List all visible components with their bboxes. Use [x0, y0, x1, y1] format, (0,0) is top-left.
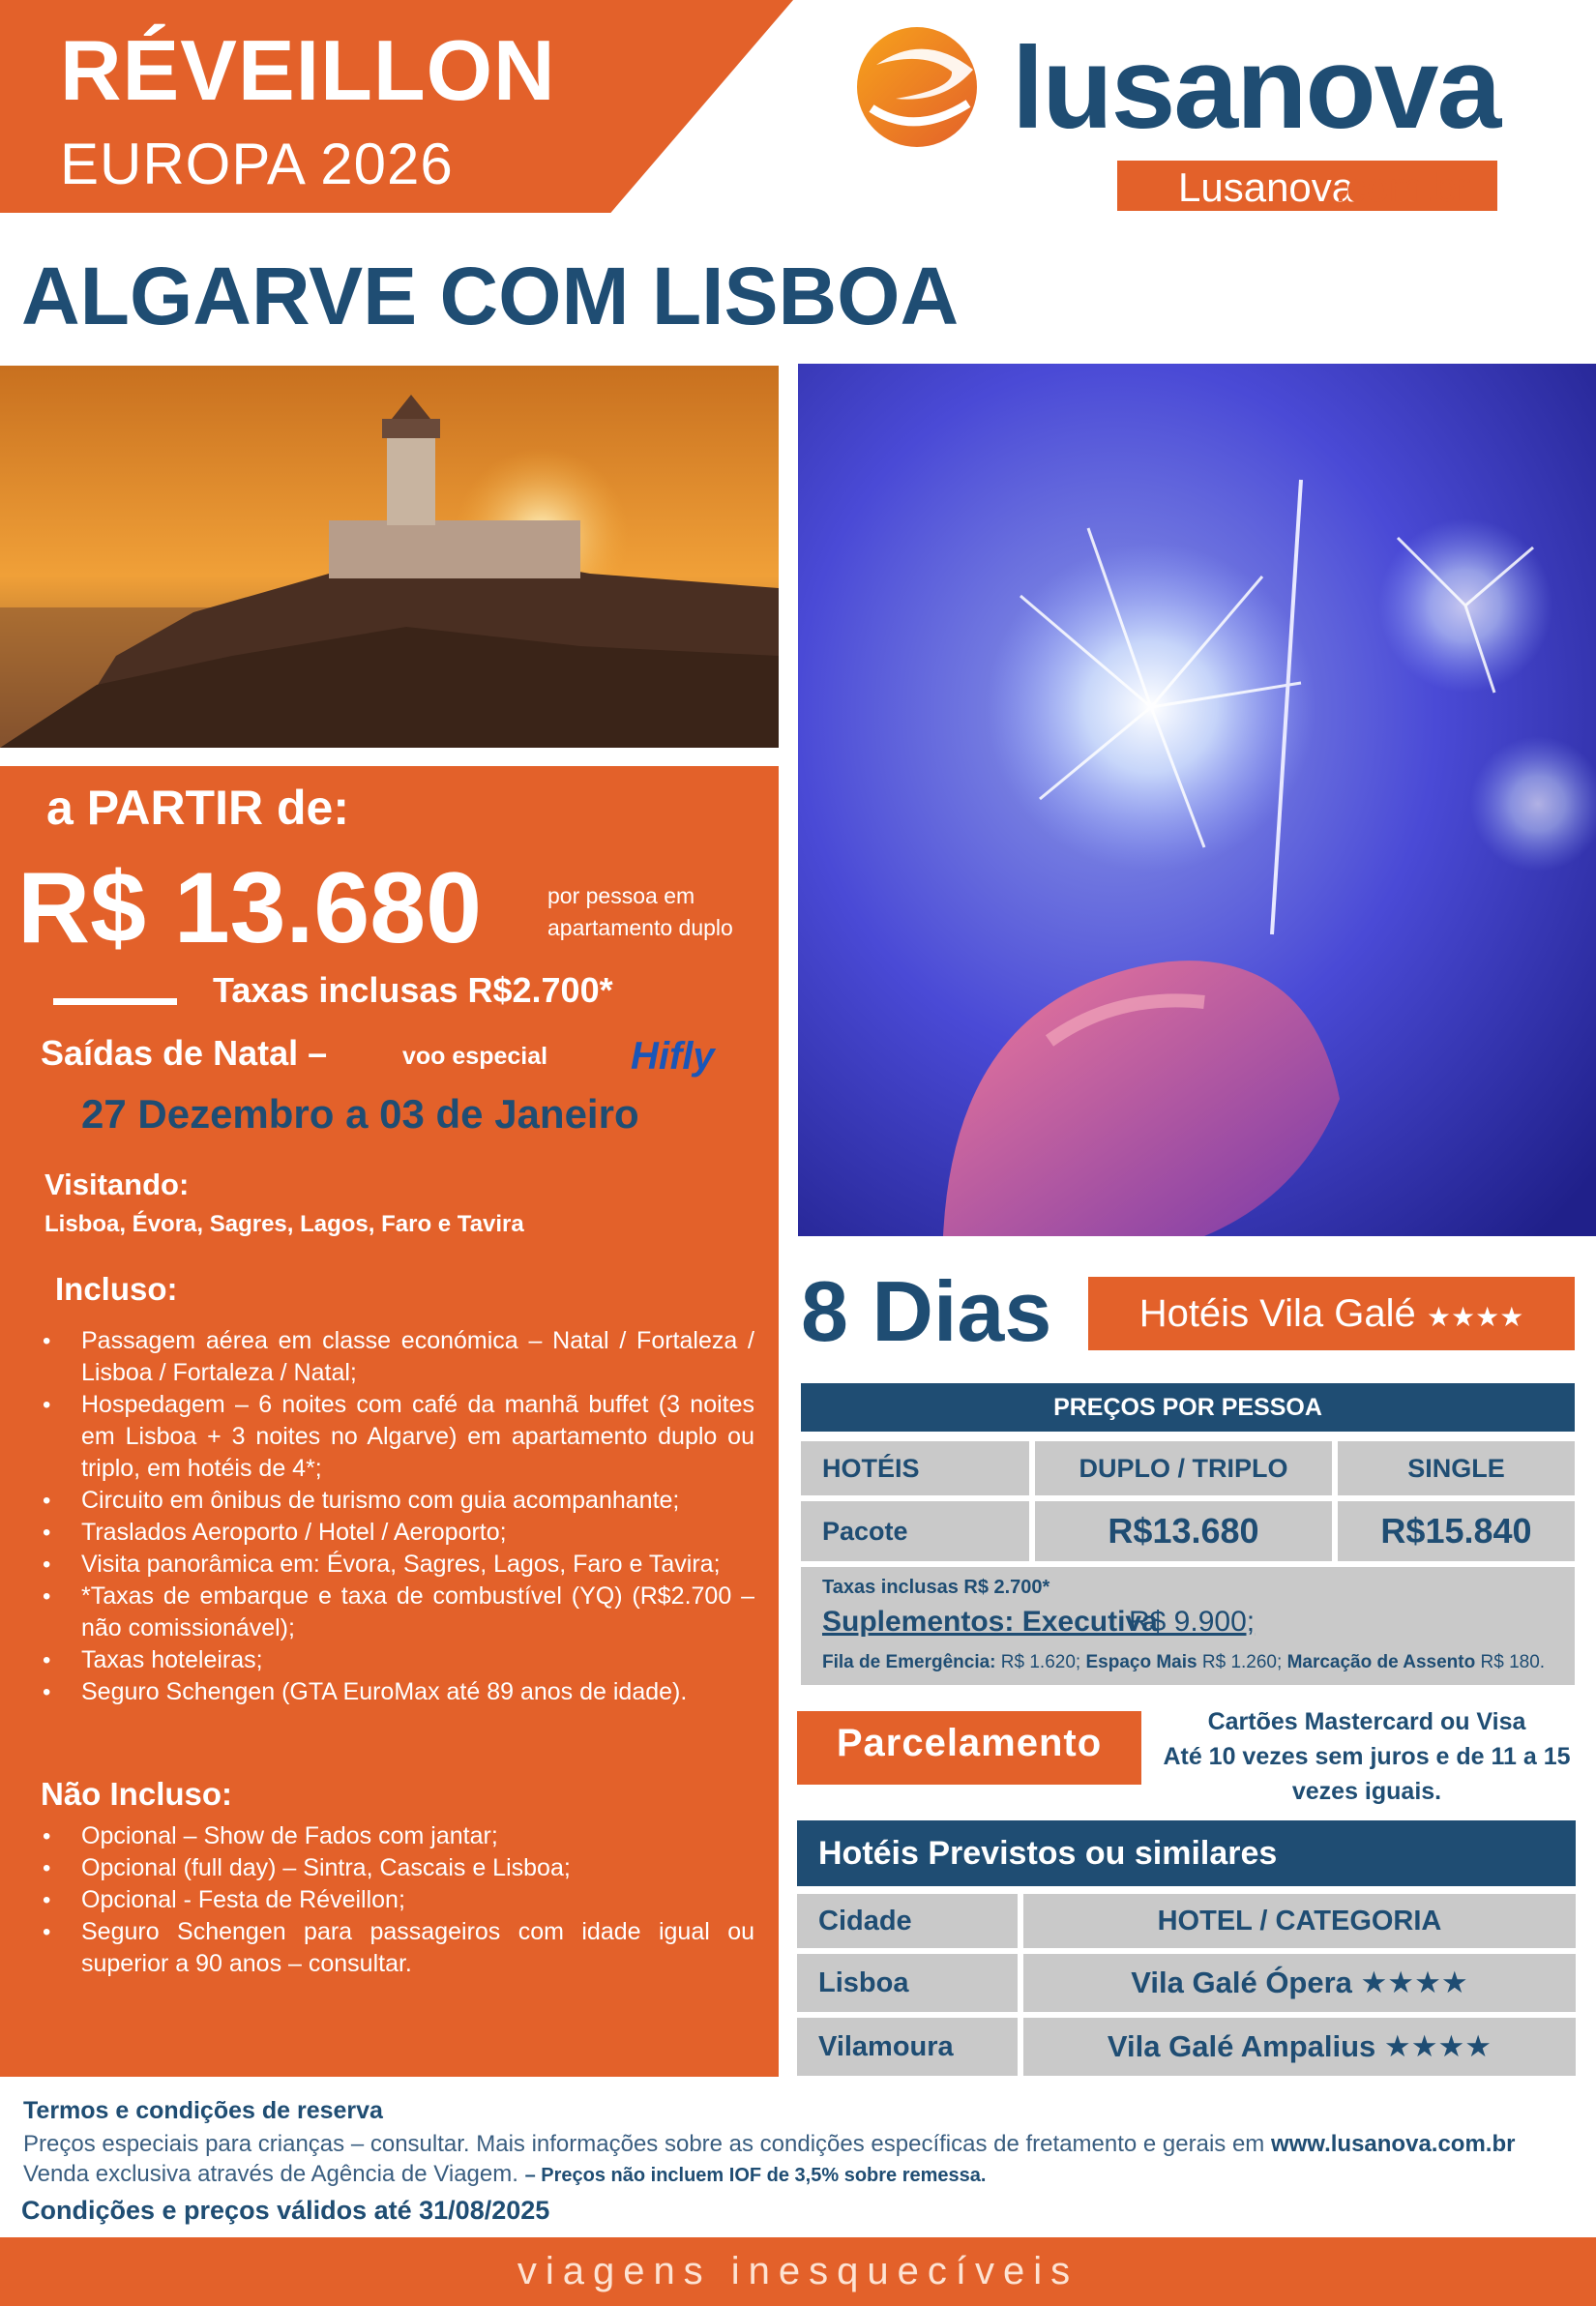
list-item: • Opcional (full day) – Sintra, Cascais e Lisboa;	[39, 1852, 754, 1884]
iof-note: – Preços não incluem IOF de 3,5% sobre remessa.	[524, 2165, 987, 2186]
hotels-badge-text: Hotéis Vila Galé	[1138, 1292, 1416, 1335]
departure-subtitle: voo especial	[402, 1043, 548, 1070]
prices-header-double: DUPLO / TRIPLO	[1035, 1441, 1332, 1495]
price-note: por pessoa em apartamento duplo	[547, 883, 733, 940]
not-included-label: Não Incluso:	[41, 1776, 233, 1812]
list-item: • Circuito em ônibus de turismo com guia acompanhante;	[39, 1485, 754, 1517]
installments-text	[1149, 1704, 1584, 1809]
not-included-list	[39, 1820, 754, 1980]
terms-line: Venda exclusiva através de Agência de Viagem.	[23, 2161, 518, 2187]
extra-name: Fila de Emergência:	[822, 1652, 996, 1672]
list-item: • Visita panorâmica em: Évora, Sagres, Lagos, Faro e Tavira;	[39, 1549, 754, 1581]
hotel-city: Vilamoura	[797, 2018, 1018, 2076]
visiting-label: Visitando:	[44, 1168, 190, 1201]
price-double: R$13.680	[1035, 1501, 1332, 1561]
taxes-note: Taxas inclusas R$2.700*	[213, 970, 613, 1010]
extra-price: R$ 1.620;	[1000, 1652, 1081, 1672]
lusanova-logo-icon	[838, 12, 1002, 157]
validity-note: Condições e preços válidos até 31/08/2025	[21, 2196, 550, 2225]
website-link[interactable]: www.lusanova.com.br	[1270, 2131, 1516, 2157]
visiting-list: Lisboa, Évora, Sagres, Lagos, Faro e Tavira	[44, 1211, 524, 1237]
hotel-city: Lisboa	[797, 1954, 1018, 2012]
hotels-table-title: Hotéis Previstos ou similares	[797, 1820, 1576, 1886]
brand-url-link[interactable]: Lusanova	[1178, 164, 1355, 210]
installments-label: Parcelamento	[836, 1722, 1103, 1764]
included-label: Incluso:	[55, 1271, 178, 1307]
list-item: • Traslados Aeroporto / Hotel / Aeroporto;	[39, 1517, 754, 1549]
hotel-name: Vila Galé Ópera ★★★★	[1023, 1954, 1576, 2012]
brand-name: lusanova	[1012, 23, 1500, 153]
lighthouse-photo	[0, 366, 779, 748]
list-item: • Seguro Schengen (GTA EuroMax até 89 anos de idade).	[39, 1676, 754, 1708]
supplement-label: Suplementos: Executiva	[822, 1606, 1158, 1638]
prices-header-single: SINGLE	[1338, 1441, 1575, 1495]
star-rating-icon: ★★★★	[1426, 1302, 1524, 1332]
extra-name: Marcação de Assento	[1286, 1652, 1476, 1672]
list-item: • Hospedagem – 6 noites com café da manhã buffet (3 noites em Lisboa + 3 noites no Algarve) em apartamento duplo ou triplo, em hotéis de 4*;	[39, 1389, 754, 1485]
terms-title: Termos e condições de reserva	[23, 2097, 383, 2124]
list-item: • Seguro Schengen para passageiros com idade igual ou superior a 90 anos – consultar.	[39, 1916, 754, 1980]
brand-url-suffix[interactable]: .com.br	[1335, 164, 1471, 210]
extra-price: R$ 180.	[1480, 1652, 1546, 1672]
list-item: • Opcional – Show de Fados com jantar;	[39, 1820, 754, 1852]
price-single: R$15.840	[1338, 1501, 1575, 1561]
extra-name: Espaço Mais	[1085, 1652, 1197, 1672]
prices-header-hotels: HOTÉIS	[801, 1441, 1029, 1495]
installments-line: Até 10 vezes sem juros e de 11 a 15	[1163, 1743, 1571, 1770]
hotels-badge-label	[1088, 1292, 1575, 1336]
supplement-price: R$ 9.900;	[1129, 1606, 1256, 1638]
installments-line: Cartões Mastercard ou Visa	[1207, 1708, 1526, 1735]
installments-line: vezes iguais.	[1291, 1778, 1442, 1805]
terms-line: Preços especiais para crianças – consultar. Mais informações sobre as condições específicas de fretamento e gerais em	[23, 2131, 1265, 2157]
from-label: a PARTIR de:	[46, 781, 349, 835]
hotels-header-category: HOTEL / CATEGORIA	[1023, 1894, 1576, 1948]
hotels-header-city: Cidade	[797, 1894, 1018, 1948]
prices-row-label: Pacote	[801, 1501, 1029, 1561]
main-price: R$ 13.680	[17, 852, 482, 964]
hotel-name: Vila Galé Ampalius ★★★★	[1023, 2018, 1576, 2076]
footer-tagline: viagens inesquecíveis	[517, 2250, 1079, 2292]
trip-duration: 8 Dias	[801, 1263, 1052, 1359]
prices-table-title: PREÇOS POR PESSOA	[801, 1383, 1575, 1432]
departure-label: Saídas de Natal –	[41, 1033, 328, 1073]
terms-text	[23, 2161, 986, 2188]
header-subtitle: EUROPA 2026	[60, 132, 454, 196]
extra-price: R$ 1.260;	[1201, 1652, 1283, 1672]
sparkler-photo	[798, 364, 1596, 1236]
list-item: • *Taxas de embarque e taxa de combustível (YQ) (R$2.700 – não comissionável);	[39, 1581, 754, 1644]
list-item: • Passagem aérea em classe económica – Natal / Fortaleza / Lisboa / Fortaleza / Natal;	[39, 1325, 754, 1389]
included-list	[39, 1325, 754, 1708]
list-item: • Taxas hoteleiras;	[39, 1644, 754, 1676]
divider-line	[53, 998, 177, 1005]
extra-options	[822, 1652, 1545, 1673]
airline-logo: Hifly	[631, 1035, 715, 1078]
travel-dates: 27 Dezembro a 03 de Janeiro	[81, 1091, 639, 1137]
header-title: RÉVEILLON	[60, 22, 556, 118]
page-title: ALGARVE COM LISBOA	[21, 251, 960, 341]
terms-text	[23, 2131, 1515, 2158]
list-item: • Opcional - Festa de Réveillon;	[39, 1884, 754, 1916]
prices-taxes-note: Taxas inclusas R$ 2.700*	[822, 1577, 1050, 1598]
